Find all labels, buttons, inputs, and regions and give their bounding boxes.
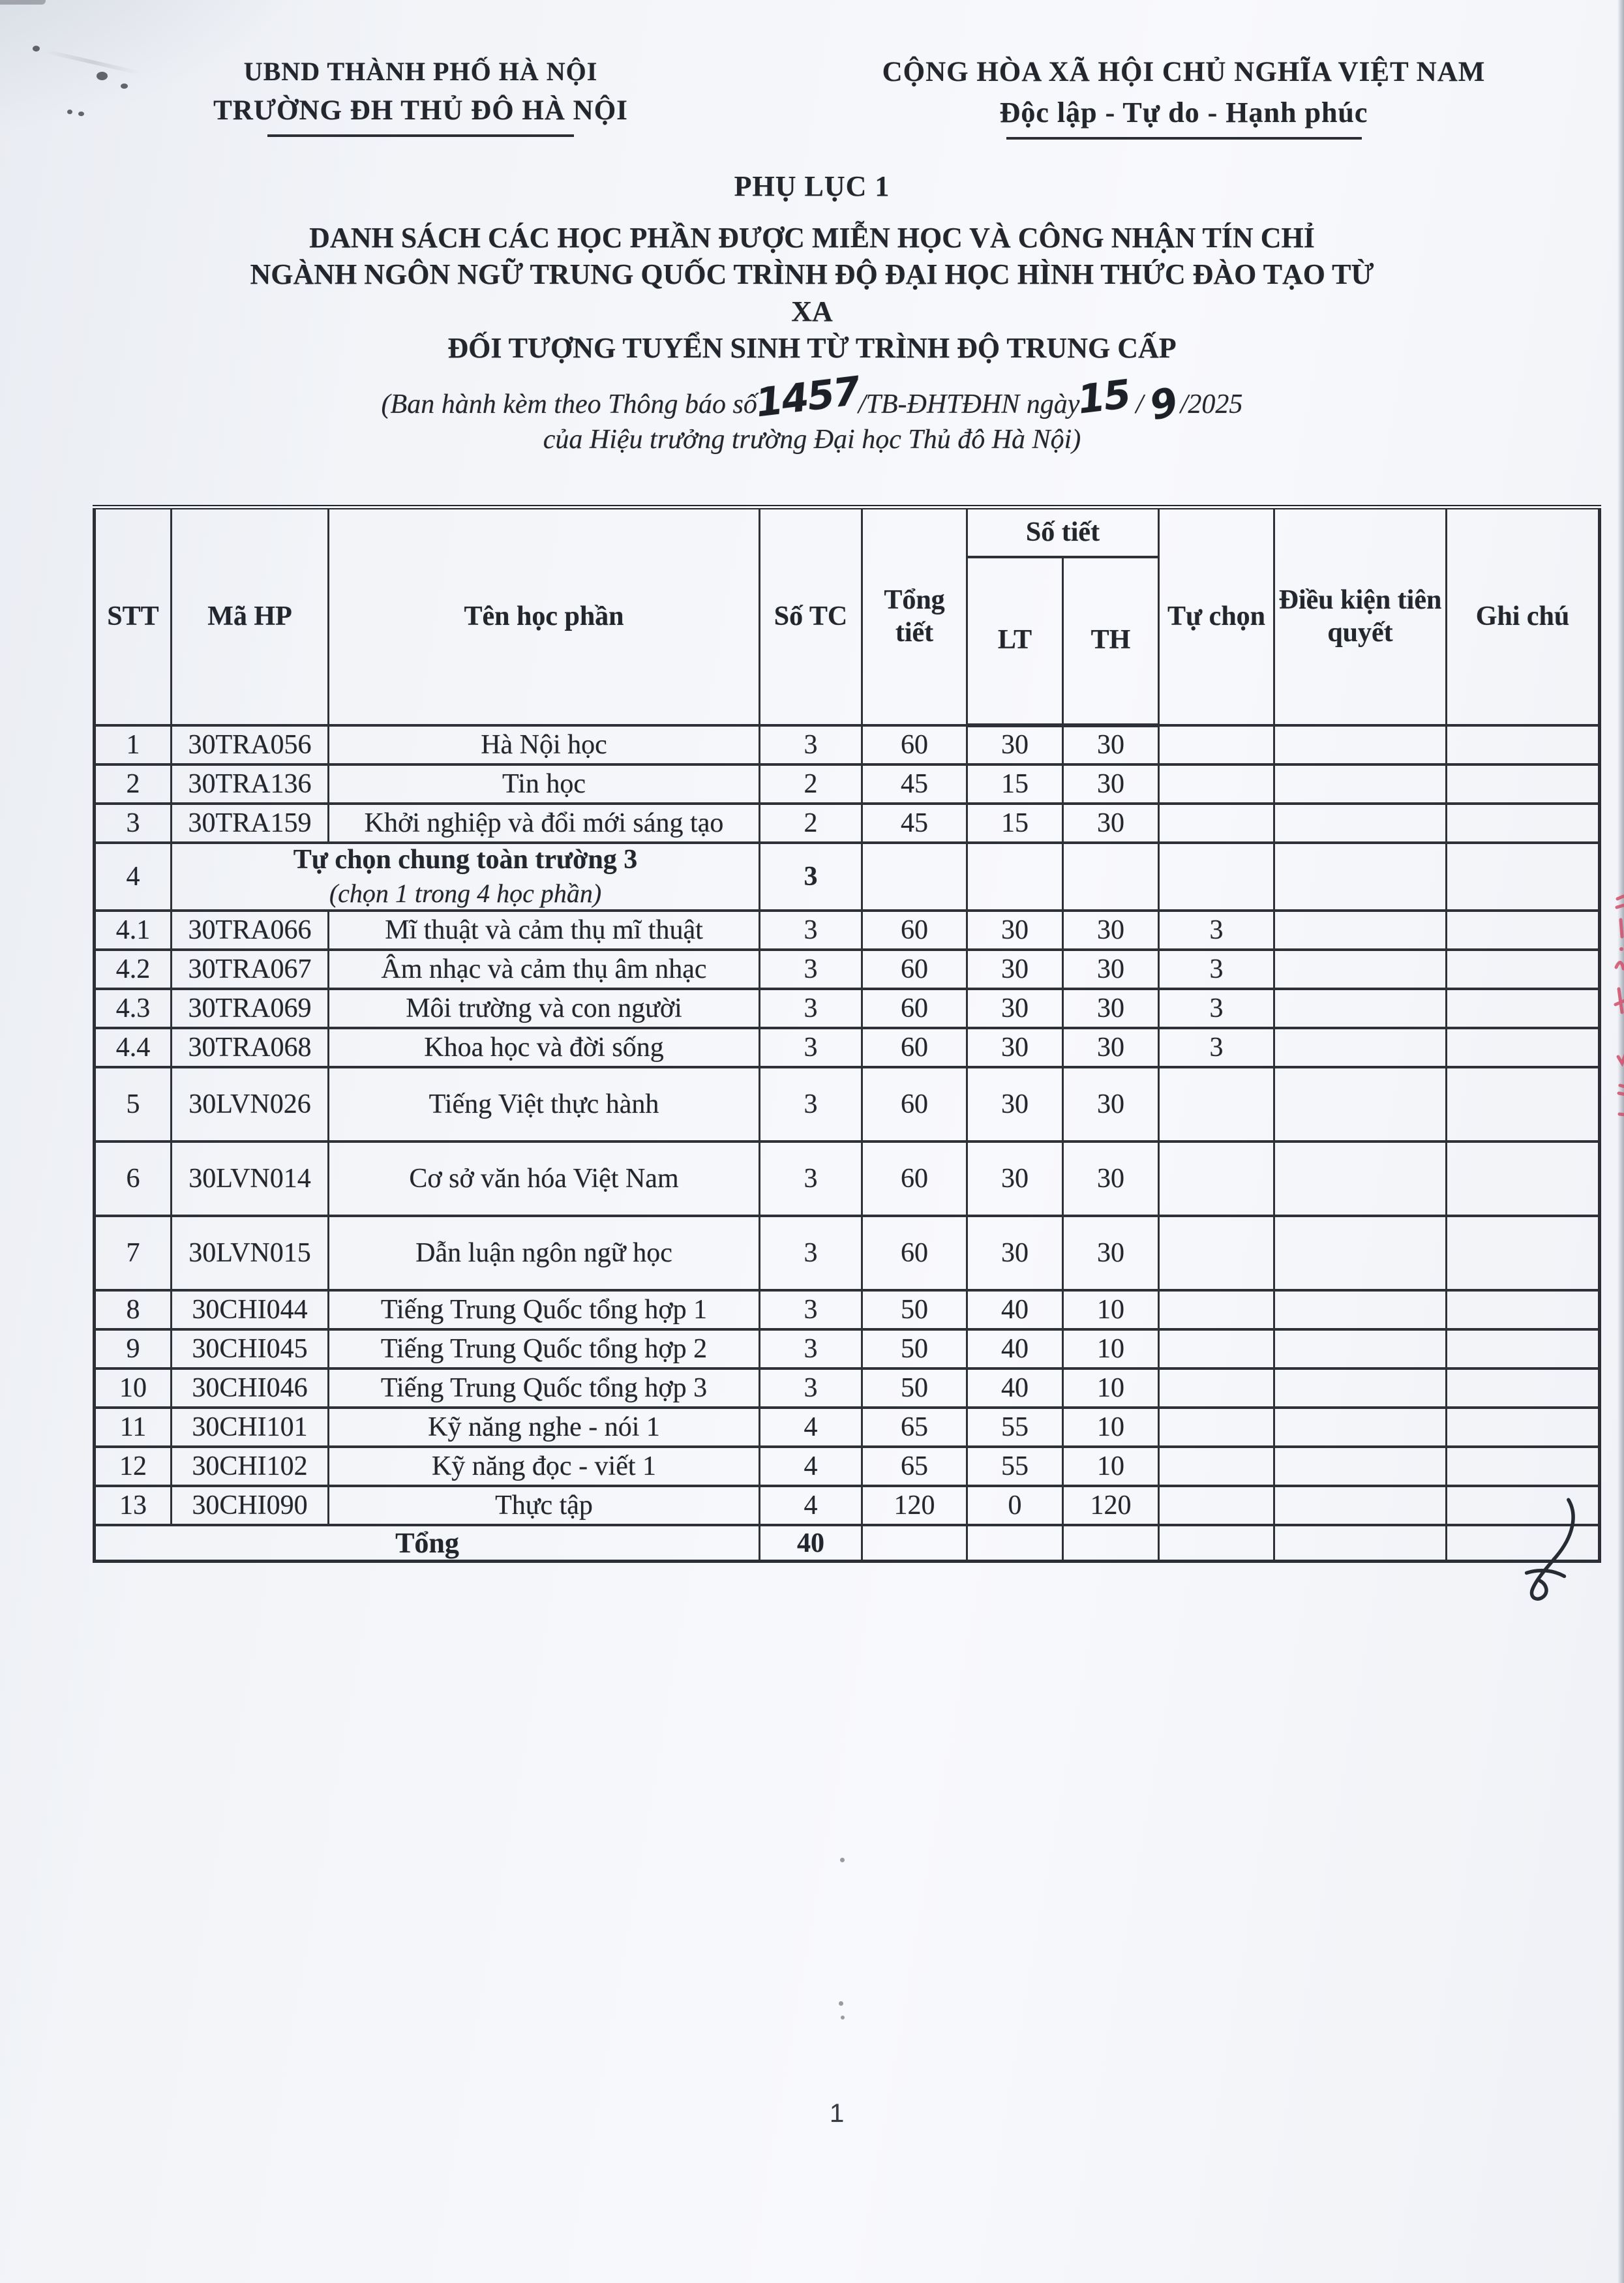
cell-stt: 4 [95,843,172,911]
issue-mid: /TB-ĐHTĐHN ngày [858,389,1080,420]
cell-total-periods [862,843,967,911]
cell-elective [1159,843,1274,911]
cell-stt: 1 [95,725,172,764]
document-title [232,220,1392,367]
cell-prerequisite [1274,950,1447,989]
cell-total-periods: 60 [862,989,967,1028]
cell-note [1447,1216,1600,1290]
cell-credits: 3 [760,1028,862,1067]
cell-practice-periods: 30 [1063,911,1159,950]
cell-prerequisite [1274,911,1447,950]
cell-credits: 3 [760,1368,862,1408]
scan-dot [840,1858,845,1862]
cell-elective [1159,804,1274,843]
table-row [95,1216,1600,1290]
cell-course-code: 30CHI045 [172,1329,329,1368]
page-number: 1 [830,2099,845,2128]
cell-total-periods: 60 [862,725,967,764]
cell-group [172,843,760,911]
cell-stt: 9 [95,1329,172,1368]
cell-course-name: Khởi nghiệp và đổi mới sáng tạo [329,804,760,843]
cell-elective [1159,1290,1274,1329]
cell-course-name: Cơ sở văn hóa Việt Nam [329,1142,760,1216]
cell-course-code: 30TRA068 [172,1028,329,1067]
cell-elective [1159,1408,1274,1447]
cell-course-code: 30TRA067 [172,950,329,989]
letterhead [0,0,1624,140]
title-line-1: DANH SÁCH CÁC HỌC PHẦN ĐƯỢC MIỄN HỌC VÀ CÔNG NHẬN TÍN CHỈ [309,222,1315,254]
table-row [95,950,1600,989]
cell-elective [1159,1486,1274,1525]
table-row [95,1486,1600,1525]
cell-credits: 2 [760,764,862,804]
cell-theory-periods: 30 [967,1216,1063,1290]
handwritten-day: 15 [1075,371,1133,423]
cell-practice-periods: 10 [1063,1329,1159,1368]
cell-note [1447,1028,1600,1067]
cell-prerequisite [1274,1290,1447,1329]
table-row [95,1368,1600,1408]
table-row [95,989,1600,1028]
cell-course-code: 30CHI102 [172,1447,329,1486]
cell-practice-periods: 30 [1063,1028,1159,1067]
scan-smudge [0,0,46,5]
cell-elective [1159,725,1274,764]
cell-course-code: 30LVN026 [172,1067,329,1142]
cell-total-periods: 45 [862,764,967,804]
cell-theory-periods: 0 [967,1486,1063,1525]
cell-practice-periods: 30 [1063,950,1159,989]
cell-practice-periods: 30 [1063,1067,1159,1142]
cell-course-name: Khoa học và đời sống [329,1028,760,1067]
org-name: TRƯỜNG ĐH THỦ ĐÔ HÀ NỘI [213,95,628,126]
cell-prerequisite [1274,1142,1447,1216]
cell-theory-periods: 55 [967,1447,1063,1486]
cell-elective [1159,1216,1274,1290]
cell-credits: 3 [760,1216,862,1290]
cell-note [1447,950,1600,989]
scan-speck [97,72,108,80]
cell-course-code: 30TRA056 [172,725,329,764]
cell-course-name: Môi trường và con người [329,989,760,1028]
cell-prerequisite [1274,1329,1447,1368]
cell-stt: 8 [95,1290,172,1329]
col-header-note: Ghi chú [1447,507,1600,725]
cell-prerequisite [1274,1067,1447,1142]
scan-dot [841,2016,845,2019]
cell-prerequisite [1274,804,1447,843]
table-row [95,911,1600,950]
cell-credits: 4 [760,1486,862,1525]
cell-total-periods: 50 [862,1368,967,1408]
group-subtitle: (chọn 1 trong 4 học phần) [329,879,602,909]
cell-course-code: 30CHI046 [172,1368,329,1408]
cell-practice-periods: 30 [1063,1216,1159,1290]
cell-theory-periods: 30 [967,989,1063,1028]
cell-stt: 4.2 [95,950,172,989]
cell-prerequisite [1274,843,1447,911]
cell-stt: 12 [95,1447,172,1486]
cell-credits: 3 [760,911,862,950]
cell-credits: 3 [760,1067,862,1142]
cell-practice-periods: 30 [1063,764,1159,804]
handwritten-notice-number: 1457 [753,368,862,427]
scan-page-edge [1617,0,1624,2283]
cell-total-periods: 120 [862,1486,967,1525]
national-motto-block [789,56,1624,140]
cell-prerequisite [1274,1525,1447,1562]
cell-course-name: Âm nhạc và cảm thụ âm nhạc [329,950,760,989]
cell-total-periods: 60 [862,911,967,950]
cell-note [1447,1290,1600,1329]
cell-theory-periods: 30 [967,1142,1063,1216]
cell-course-code: 30CHI090 [172,1486,329,1525]
cell-course-name: Hà Nội học [329,725,760,764]
cell-prerequisite [1274,1447,1447,1486]
cell-credits: 4 [760,1408,862,1447]
cell-practice-periods: 30 [1063,1142,1159,1216]
col-header-prerequisite: Điều kiện tiên quyết [1274,507,1447,725]
cell-total-periods: 60 [862,950,967,989]
cell-theory-periods: 30 [967,1067,1063,1142]
cell-credits: 3 [760,950,862,989]
cell-course-code: 30LVN015 [172,1216,329,1290]
col-header-elective: Tự chọn [1159,507,1274,725]
cell-elective: 3 [1159,989,1274,1028]
cell-practice-periods: 30 [1063,804,1159,843]
col-header-course-name: Tên học phần [329,507,760,725]
cell-course-name: Kỹ năng đọc - viết 1 [329,1447,760,1486]
cell-stt: 13 [95,1486,172,1525]
table-body [95,725,1600,1562]
col-header-course-code: Mã HP [172,507,329,725]
cell-elective [1159,1067,1274,1142]
national-motto: Độc lập - Tự do - Hạnh phúc [999,97,1368,129]
table-row [95,764,1600,804]
cell-prerequisite [1274,989,1447,1028]
table-row [95,1447,1600,1486]
cell-stt: 10 [95,1368,172,1408]
cell-total-periods: 65 [862,1408,967,1447]
cell-stt: 5 [95,1067,172,1142]
cell-theory-periods: 30 [967,950,1063,989]
table-row [95,1142,1600,1216]
scan-speck [121,83,128,89]
cell-credits: 3 [760,725,862,764]
cell-note [1447,843,1600,911]
org-underline [267,134,574,137]
cell-elective [1159,1447,1274,1486]
table-row [95,1329,1600,1368]
col-header-total-periods: Tổng tiết [862,507,967,725]
cell-course-code: 30LVN014 [172,1142,329,1216]
cell-stt: 11 [95,1408,172,1447]
cell-theory-periods: 55 [967,1408,1063,1447]
cell-note [1447,1329,1600,1368]
issuing-org-block [52,56,789,140]
cell-prerequisite [1274,725,1447,764]
cell-elective [1159,1525,1274,1562]
cell-theory-periods: 40 [967,1368,1063,1408]
table-row [95,843,1600,911]
cell-credits: 3 [760,989,862,1028]
cell-credits: 3 [760,1142,862,1216]
cell-course-code: 30TRA066 [172,911,329,950]
cell-theory-periods [967,843,1063,911]
scan-speck [67,110,72,114]
cell-theory-periods: 30 [967,725,1063,764]
cell-elective: 3 [1159,950,1274,989]
issue-line [0,368,1624,430]
cell-credits: 4 [760,1447,862,1486]
cell-credits: 3 [760,1290,862,1329]
cell-note [1447,911,1600,950]
cell-theory-periods [967,1525,1063,1562]
cell-practice-periods: 10 [1063,1290,1159,1329]
header-row-1 [95,507,1600,557]
cell-total-periods: 65 [862,1447,967,1486]
cell-course-code: 30TRA136 [172,764,329,804]
cell-practice-periods: 30 [1063,725,1159,764]
col-header-stt: STT [95,507,172,725]
cell-note [1447,1142,1600,1216]
cell-note [1447,1447,1600,1486]
national-title: CỘNG HÒA XÃ HỘI CHỦ NGHĨA VIỆT NAM [882,57,1486,87]
cell-stt: 6 [95,1142,172,1216]
cell-theory-periods: 15 [967,764,1063,804]
cell-note [1447,764,1600,804]
cell-elective [1159,1368,1274,1408]
cell-note [1447,725,1600,764]
col-header-theory: LT [967,557,1063,725]
cell-elective: 3 [1159,911,1274,950]
scan-speck [33,46,40,52]
table-row [95,1067,1600,1142]
cell-theory-periods: 15 [967,804,1063,843]
cell-credits: 3 [760,843,862,911]
cell-theory-periods: 30 [967,911,1063,950]
cell-total-periods: 45 [862,804,967,843]
course-table [93,505,1601,1563]
cell-total-label: Tổng [95,1525,760,1562]
cell-stt: 3 [95,804,172,843]
cell-stt: 4.3 [95,989,172,1028]
cell-note [1447,804,1600,843]
issue-prefix: (Ban hành kèm theo Thông báo số [381,389,757,420]
cell-practice-periods: 30 [1063,989,1159,1028]
title-line-2: NGÀNH NGÔN NGỮ TRUNG QUỐC TRÌNH ĐỘ ĐẠI HỌC HÌNH THỨC ĐÀO TẠO TỪ XA [250,258,1374,327]
cell-practice-periods [1063,1525,1159,1562]
cell-course-name: Tin học [329,764,760,804]
cell-course-name: Dẫn luận ngôn ngữ học [329,1216,760,1290]
cell-total-periods: 60 [862,1067,967,1142]
cell-total-periods: 60 [862,1142,967,1216]
col-header-periods-group: Số tiết [967,507,1159,557]
cell-credits: 3 [760,1329,862,1368]
cell-prerequisite [1274,764,1447,804]
red-pen-marks [1602,886,1624,1134]
cell-practice-periods: 10 [1063,1447,1159,1486]
cell-practice-periods: 120 [1063,1486,1159,1525]
cell-course-name: Tiếng Trung Quốc tổng hợp 2 [329,1329,760,1368]
cell-elective: 3 [1159,1028,1274,1067]
cell-stt: 4.4 [95,1028,172,1067]
cell-total-credits: 40 [760,1525,862,1562]
cell-prerequisite [1274,1216,1447,1290]
col-header-practice: TH [1063,557,1159,725]
cell-theory-periods: 30 [967,1028,1063,1067]
cell-note [1447,1368,1600,1408]
issue-year: /2025 [1180,389,1243,420]
cell-course-name: Tiếng Việt thực hành [329,1067,760,1142]
table-row [95,1028,1600,1067]
table-row [95,804,1600,843]
cell-prerequisite [1274,1028,1447,1067]
cell-theory-periods: 40 [967,1290,1063,1329]
cell-course-name: Tiếng Trung Quốc tổng hợp 3 [329,1368,760,1408]
cell-course-code: 30TRA159 [172,804,329,843]
cell-total-periods: 60 [862,1028,967,1067]
cell-course-name: Tiếng Trung Quốc tổng hợp 1 [329,1290,760,1329]
cell-elective [1159,764,1274,804]
appendix-label: PHỤ LỤC 1 [734,170,890,202]
scan-dot [839,2001,843,2006]
table-row [95,725,1600,764]
table-row [95,1525,1600,1562]
handwritten-month: 9 [1145,379,1181,430]
cell-course-name: Kỹ năng nghe - nói 1 [329,1408,760,1447]
cell-prerequisite [1274,1408,1447,1447]
cell-course-name: Thực tập [329,1486,760,1525]
cell-prerequisite [1274,1368,1447,1408]
scan-speck [78,112,84,116]
table-row [95,1408,1600,1447]
cell-course-code: 30TRA069 [172,989,329,1028]
cell-stt: 4.1 [95,911,172,950]
col-header-credits: Số TC [760,507,862,725]
cell-stt: 2 [95,764,172,804]
group-title: Tự chọn chung toàn trường 3 [293,845,638,875]
cell-total-periods: 50 [862,1290,967,1329]
issue-line-2: của Hiệu trưởng trường Đại học Thủ đô Hà Nội) [543,425,1081,455]
cell-practice-periods: 10 [1063,1408,1159,1447]
org-parent-name: UBND THÀNH PHỐ HÀ NỘI [243,57,598,86]
cell-total-periods [862,1525,967,1562]
table-head [95,507,1600,725]
table-row [95,1290,1600,1329]
handwritten-signature-mark [1503,1489,1596,1609]
title-line-3: ĐỐI TƯỢNG TUYỂN SINH TỪ TRÌNH ĐỘ TRUNG CẤP [447,331,1177,364]
cell-total-periods: 60 [862,1216,967,1290]
cell-practice-periods [1063,843,1159,911]
cell-total-periods: 50 [862,1329,967,1368]
cell-note [1447,989,1600,1028]
cell-course-name: Mĩ thuật và cảm thụ mĩ thuật [329,911,760,950]
cell-prerequisite [1274,1486,1447,1525]
cell-credits: 2 [760,804,862,843]
cell-note [1447,1067,1600,1142]
cell-note [1447,1408,1600,1447]
motto-underline [1006,137,1362,140]
cell-stt: 7 [95,1216,172,1290]
cell-elective [1159,1329,1274,1368]
cell-practice-periods: 10 [1063,1368,1159,1408]
issue-separator: / [1135,389,1144,420]
cell-theory-periods: 40 [967,1329,1063,1368]
cell-elective [1159,1142,1274,1216]
cell-course-code: 30CHI044 [172,1290,329,1329]
cell-course-code: 30CHI101 [172,1408,329,1447]
